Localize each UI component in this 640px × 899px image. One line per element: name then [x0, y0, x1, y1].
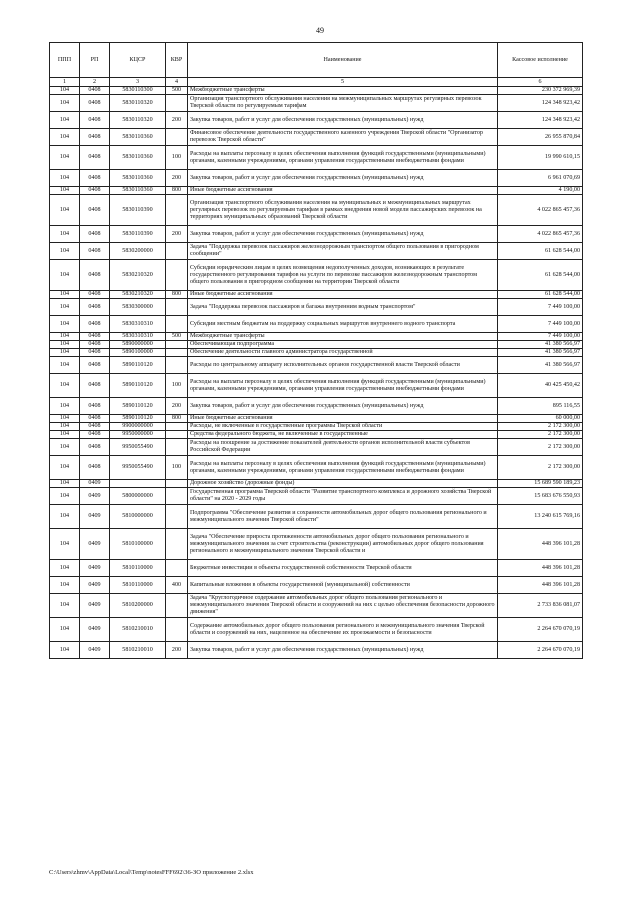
- cell-rp: 0408: [80, 112, 110, 129]
- cell-kvr: [166, 480, 188, 488]
- cell-rp: 0408: [80, 415, 110, 423]
- cell-amount: 13 240 615 769,16: [498, 505, 583, 529]
- table-row: [50, 112, 583, 129]
- cell-kcsr: 9950055490: [110, 439, 166, 456]
- cell-name: Обеспечение деятельности главного администратора государственной: [188, 349, 498, 357]
- cell-kvr: 200: [166, 642, 188, 659]
- cell-ppp: 104: [50, 316, 80, 333]
- cell-amount: 4 022 865 457,36: [498, 226, 583, 243]
- table-row: [50, 374, 583, 398]
- cell-kcsr: 5830110300: [110, 87, 166, 95]
- cell-ppp: 104: [50, 488, 80, 505]
- table-row: [50, 505, 583, 529]
- cell-kvr: [166, 439, 188, 456]
- cell-amount: 6 961 070,69: [498, 170, 583, 187]
- cell-kvr: 200: [166, 170, 188, 187]
- cell-name: Иные бюджетные ассигнования: [188, 187, 498, 195]
- table-body: [50, 87, 583, 659]
- cell-amount: 448 396 101,28: [498, 560, 583, 577]
- cell-name: Государственная программа Тверской области "Развитие транспортного комплекса и дорожного хозяйства Тверской области" на 2020 - 2029 годы: [188, 488, 498, 505]
- cell-amount: 61 628 544,00: [498, 260, 583, 291]
- cell-kvr: 500: [166, 87, 188, 95]
- cell-name: Задача "Поддержка перевозок пассажиров и багажа внутренним водным транспортом": [188, 299, 498, 316]
- cell-name: Обеспечивающая подпрограмма: [188, 341, 498, 349]
- cell-rp: 0408: [80, 341, 110, 349]
- cell-amount: 40 425 450,42: [498, 374, 583, 398]
- table-row: [50, 146, 583, 170]
- cell-ppp: 104: [50, 291, 80, 299]
- table-row: [50, 316, 583, 333]
- cell-rp: 0409: [80, 577, 110, 594]
- cell-name: Организация транспортного обслуживания населения на межмуниципальных маршрутах регулярных перевозок Тверской области по регулируемым тарифам: [188, 95, 498, 112]
- cell-kcsr: 5890110120: [110, 357, 166, 374]
- cell-name: Субсидии местным бюджетам на поддержку социальных маршрутов внутреннего водного транспорта: [188, 316, 498, 333]
- cell-amount: 26 955 870,84: [498, 129, 583, 146]
- cell-ppp: 104: [50, 299, 80, 316]
- cell-name: Бюджетные инвестиции в объекты государственной собственности Тверской области: [188, 560, 498, 577]
- cell-amount: 41 380 566,97: [498, 349, 583, 357]
- cell-rp: 0408: [80, 357, 110, 374]
- cell-amount: 15 689 590 189,23: [498, 480, 583, 488]
- column-number: 6: [498, 78, 583, 87]
- cell-amount: 4 022 865 457,36: [498, 195, 583, 226]
- table-row: [50, 415, 583, 423]
- header-ppp: ППП: [50, 43, 80, 78]
- cell-kcsr: 5890110120: [110, 374, 166, 398]
- cell-rp: 0408: [80, 398, 110, 415]
- cell-kcsr: 5830110360: [110, 146, 166, 170]
- cell-amount: 448 396 101,28: [498, 577, 583, 594]
- cell-kvr: [166, 560, 188, 577]
- cell-kvr: [166, 505, 188, 529]
- cell-kvr: 200: [166, 112, 188, 129]
- cell-name: Межбюджетные трансферты: [188, 87, 498, 95]
- cell-ppp: 104: [50, 456, 80, 480]
- cell-name: Закупка товаров, работ и услуг для обеспечения государственных (муниципальных) нужд: [188, 398, 498, 415]
- cell-name: Иные бюджетные ассигнования: [188, 291, 498, 299]
- cell-kvr: [166, 357, 188, 374]
- cell-kvr: [166, 341, 188, 349]
- cell-kcsr: 5830110320: [110, 112, 166, 129]
- table-row: [50, 95, 583, 112]
- cell-name: Межбюджетные трансферты: [188, 333, 498, 341]
- cell-kvr: 100: [166, 146, 188, 170]
- cell-kcsr: 5810210010: [110, 618, 166, 642]
- cell-amount: 2 172 300,00: [498, 431, 583, 439]
- cell-ppp: 104: [50, 357, 80, 374]
- cell-ppp: 104: [50, 112, 80, 129]
- cell-rp: 0408: [80, 291, 110, 299]
- cell-rp: 0408: [80, 95, 110, 112]
- cell-name: Задача "Поддержка перевозок пассажиров железнодорожным транспортом общего пользования в пригородном сообщении": [188, 243, 498, 260]
- table-row: [50, 560, 583, 577]
- cell-ppp: 104: [50, 577, 80, 594]
- table-row: [50, 456, 583, 480]
- cell-rp: 0408: [80, 87, 110, 95]
- cell-rp: 0408: [80, 349, 110, 357]
- column-number: 3: [110, 78, 166, 87]
- cell-kvr: 800: [166, 415, 188, 423]
- cell-rp: 0409: [80, 560, 110, 577]
- cell-rp: 0408: [80, 226, 110, 243]
- cell-rp: 0408: [80, 439, 110, 456]
- cell-name: Закупка товаров, работ и услуг для обеспечения государственных (муниципальных) нужд: [188, 170, 498, 187]
- cell-amount: 230 372 969,39: [498, 87, 583, 95]
- header-row: [50, 43, 583, 78]
- cell-amount: 7 449 100,00: [498, 333, 583, 341]
- cell-ppp: 104: [50, 129, 80, 146]
- cell-ppp: 104: [50, 195, 80, 226]
- cell-amount: 4 190,00: [498, 187, 583, 195]
- cell-ppp: 104: [50, 187, 80, 195]
- cell-kcsr: 5810100000: [110, 529, 166, 560]
- cell-ppp: 104: [50, 415, 80, 423]
- cell-kvr: 800: [166, 187, 188, 195]
- cell-kcsr: 5830110360: [110, 170, 166, 187]
- cell-rp: 0408: [80, 129, 110, 146]
- cell-rp: 0409: [80, 505, 110, 529]
- cell-rp: 0408: [80, 299, 110, 316]
- cell-rp: 0408: [80, 260, 110, 291]
- cell-name: Капитальные вложения в объекты государственной (муниципальной) собственности: [188, 577, 498, 594]
- cell-kcsr: 5830310310: [110, 316, 166, 333]
- table-row: [50, 439, 583, 456]
- cell-kcsr: 5810110000: [110, 577, 166, 594]
- cell-kvr: [166, 431, 188, 439]
- table-row: [50, 529, 583, 560]
- cell-rp: 0408: [80, 170, 110, 187]
- cell-kcsr: 5810000000: [110, 505, 166, 529]
- cell-kcsr: 9900000000: [110, 423, 166, 431]
- cell-kcsr: 9950000000: [110, 431, 166, 439]
- cell-name: Расходы на выплаты персоналу в целях обеспечения выполнения функций государственными (муниципальными) органами, казенными учреждениями, органами управления государственными внебюджетными фондами: [188, 374, 498, 398]
- cell-name: Средства федерального бюджета, не включенные в государственные: [188, 431, 498, 439]
- file-path-footer: C:\Users\zhmv\AppData\Local\Temp\notesFFF692\36-ЗО приложение 2.xlsx: [49, 869, 254, 876]
- table-row: [50, 349, 583, 357]
- cell-ppp: 104: [50, 480, 80, 488]
- cell-rp: 0409: [80, 618, 110, 642]
- cell-kcsr: 5810200000: [110, 594, 166, 618]
- cell-ppp: 104: [50, 642, 80, 659]
- cell-amount: 2 733 836 081,07: [498, 594, 583, 618]
- table-row: [50, 357, 583, 374]
- cell-kvr: [166, 488, 188, 505]
- cell-ppp: 104: [50, 439, 80, 456]
- cell-rp: 0409: [80, 642, 110, 659]
- cell-amount: 2 172 300,00: [498, 423, 583, 431]
- cell-kcsr: 5890110120: [110, 415, 166, 423]
- cell-kvr: [166, 299, 188, 316]
- table-row: [50, 187, 583, 195]
- cell-amount: 41 380 566,97: [498, 357, 583, 374]
- cell-kvr: 100: [166, 456, 188, 480]
- cell-rp: 0408: [80, 316, 110, 333]
- cell-rp: 0409: [80, 488, 110, 505]
- cell-name: Финансовое обеспечение деятельности государственного казенного учреждения Тверской области "Организатор перевозок Тверской области": [188, 129, 498, 146]
- cell-name: Содержание автомобильных дорог общего пользования регионального и межмуниципального значения Тверской области и сооружений на них, нацеленное на обеспечение их проезжаемости и безопасности: [188, 618, 498, 642]
- cell-kvr: [166, 594, 188, 618]
- cell-ppp: 104: [50, 529, 80, 560]
- table-row: [50, 488, 583, 505]
- cell-name: Субсидии юридическим лицам в целях возмещения недополученных доходов, возникающих в результате государственного регулирования тарифов на услуги по перевозке пассажиров железнодорожным транспортом общего пользования в пригородном сообщении на территории Тверской области: [188, 260, 498, 291]
- cell-rp: 0408: [80, 243, 110, 260]
- cell-kcsr: 5810110000: [110, 560, 166, 577]
- cell-kvr: [166, 349, 188, 357]
- cell-name: Задача "Обеспечение прироста протяженности автомобильных дорог общего пользования регионального и межмуниципального значения за счет строительства (реконструкции) автомобильных дорог общего пользования регионального и межмуниципального значения Тверской области и: [188, 529, 498, 560]
- cell-name: Закупка товаров, работ и услуг для обеспечения государственных (муниципальных) нужд: [188, 226, 498, 243]
- cell-kcsr: [110, 480, 166, 488]
- cell-name: Задача "Круглогодичное содержание автомобильных дорог общего пользования регионального и межмуниципального значения Тверской области и сооружений на них с целью обеспечения безопасности дорожного движения": [188, 594, 498, 618]
- cell-kcsr: 5890100000: [110, 349, 166, 357]
- cell-amount: 2 172 300,00: [498, 456, 583, 480]
- cell-ppp: 104: [50, 260, 80, 291]
- cell-kcsr: 5830210320: [110, 260, 166, 291]
- cell-kvr: 800: [166, 291, 188, 299]
- cell-amount: 124 348 923,42: [498, 112, 583, 129]
- cell-kcsr: 5830110390: [110, 226, 166, 243]
- table-row: [50, 480, 583, 488]
- cell-ppp: 104: [50, 505, 80, 529]
- cell-kcsr: 5890000000: [110, 341, 166, 349]
- cell-rp: 0408: [80, 431, 110, 439]
- cell-kvr: 100: [166, 374, 188, 398]
- cell-kvr: [166, 423, 188, 431]
- cell-ppp: 104: [50, 243, 80, 260]
- cell-kcsr: 5830210320: [110, 291, 166, 299]
- cell-kcsr: 5810210010: [110, 642, 166, 659]
- cell-ppp: 104: [50, 398, 80, 415]
- cell-kvr: 500: [166, 333, 188, 341]
- cell-kvr: [166, 529, 188, 560]
- cell-kcsr: 5890110120: [110, 398, 166, 415]
- table-row: [50, 594, 583, 618]
- cell-kcsr: 5830110360: [110, 187, 166, 195]
- cell-ppp: 104: [50, 349, 80, 357]
- cell-kvr: [166, 195, 188, 226]
- cell-ppp: 104: [50, 374, 80, 398]
- cell-name: Закупка товаров, работ и услуг для обеспечения государственных (муниципальных) нужд: [188, 112, 498, 129]
- cell-kvr: [166, 243, 188, 260]
- cell-amount: 61 628 544,00: [498, 243, 583, 260]
- cell-ppp: 104: [50, 170, 80, 187]
- cell-kcsr: 5830110390: [110, 195, 166, 226]
- cell-rp: 0409: [80, 529, 110, 560]
- column-number: 1: [50, 78, 80, 87]
- table-row: [50, 170, 583, 187]
- table-row: [50, 243, 583, 260]
- cell-kvr: [166, 95, 188, 112]
- cell-amount: 19 990 610,15: [498, 146, 583, 170]
- cell-rp: 0409: [80, 594, 110, 618]
- cell-ppp: 104: [50, 594, 80, 618]
- cell-rp: 0408: [80, 195, 110, 226]
- cell-ppp: 104: [50, 560, 80, 577]
- table-row: [50, 398, 583, 415]
- budget-table: [49, 42, 583, 659]
- table-row: [50, 291, 583, 299]
- cell-name: Организация транспортного обслуживания населения на муниципальных и межмуниципальных маршрутах регулярных перевозок по регулируемым тарифам в рамках внедрения новой модели пассажирских перевозок на территориях муниципальных образований Тверской области: [188, 195, 498, 226]
- table-row: [50, 195, 583, 226]
- column-number-row: [50, 78, 583, 87]
- header-name: Наименование: [188, 43, 498, 78]
- cell-name: Иные бюджетные ассигнования: [188, 415, 498, 423]
- table-row: [50, 341, 583, 349]
- header-kvr: КВР: [166, 43, 188, 78]
- table-row: [50, 577, 583, 594]
- cell-name: Расходы на выплаты персоналу в целях обеспечения выполнения функций государственными (муниципальными) органами, казенными учреждениями, органами управления государственными внебюджетными фондами: [188, 456, 498, 480]
- cell-ppp: 104: [50, 341, 80, 349]
- cell-ppp: 104: [50, 87, 80, 95]
- header-kcsr: КЦСР: [110, 43, 166, 78]
- cell-name: Подпрограмма "Обеспечение развития и сохранности автомобильных дорог общего пользования регионального и межмуниципального значения Тверской области": [188, 505, 498, 529]
- cell-amount: 2 264 670 070,19: [498, 642, 583, 659]
- cell-ppp: 104: [50, 226, 80, 243]
- cell-kvr: [166, 618, 188, 642]
- column-number: 5: [188, 78, 498, 87]
- cell-amount: 41 380 566,97: [498, 341, 583, 349]
- table-row: [50, 87, 583, 95]
- cell-name: Закупка товаров, работ и услуг для обеспечения государственных (муниципальных) нужд: [188, 642, 498, 659]
- table-row: [50, 423, 583, 431]
- cell-amount: 448 396 101,28: [498, 529, 583, 560]
- header-rp: РП: [80, 43, 110, 78]
- cell-ppp: 104: [50, 618, 80, 642]
- cell-amount: 61 628 544,00: [498, 291, 583, 299]
- cell-name: Расходы на поощрение за достижение показателей деятельности органов исполнительной власти субъектов Российской Федерации: [188, 439, 498, 456]
- header-amount: Кассовое исполнение: [498, 43, 583, 78]
- cell-kvr: [166, 316, 188, 333]
- cell-kvr: 200: [166, 398, 188, 415]
- table-row: [50, 642, 583, 659]
- cell-kcsr: 5830110360: [110, 129, 166, 146]
- cell-amount: 895 116,55: [498, 398, 583, 415]
- table-row: [50, 129, 583, 146]
- table-row: [50, 260, 583, 291]
- cell-kvr: [166, 260, 188, 291]
- cell-rp: 0408: [80, 146, 110, 170]
- cell-kvr: 400: [166, 577, 188, 594]
- page-number: 49: [316, 26, 324, 35]
- cell-amount: 7 449 100,00: [498, 316, 583, 333]
- cell-amount: 15 683 676 550,93: [498, 488, 583, 505]
- cell-rp: 0409: [80, 480, 110, 488]
- cell-rp: 0408: [80, 187, 110, 195]
- cell-kcsr: 5830300000: [110, 299, 166, 316]
- cell-rp: 0408: [80, 456, 110, 480]
- cell-kvr: [166, 129, 188, 146]
- cell-amount: 2 172 300,00: [498, 439, 583, 456]
- cell-name: Расходы по центральному аппарату исполнительных органов государственной власти Тверской области: [188, 357, 498, 374]
- cell-name: Расходы, не включенные в государственные программы Тверской области: [188, 423, 498, 431]
- cell-amount: 2 264 670 070,19: [498, 618, 583, 642]
- cell-rp: 0408: [80, 333, 110, 341]
- table-row: [50, 333, 583, 341]
- cell-kcsr: 9950055490: [110, 456, 166, 480]
- cell-ppp: 104: [50, 423, 80, 431]
- table-row: [50, 431, 583, 439]
- cell-ppp: 104: [50, 146, 80, 170]
- cell-ppp: 104: [50, 333, 80, 341]
- cell-kcsr: 5830110320: [110, 95, 166, 112]
- table-row: [50, 299, 583, 316]
- cell-name: Дорожное хозяйство (дорожные фонды): [188, 480, 498, 488]
- table-row: [50, 618, 583, 642]
- column-number: 2: [80, 78, 110, 87]
- cell-kcsr: 5830310310: [110, 333, 166, 341]
- cell-ppp: 104: [50, 431, 80, 439]
- cell-amount: 60 000,00: [498, 415, 583, 423]
- cell-kvr: 200: [166, 226, 188, 243]
- cell-amount: 124 348 923,42: [498, 95, 583, 112]
- cell-rp: 0408: [80, 374, 110, 398]
- cell-amount: 7 449 100,00: [498, 299, 583, 316]
- column-number: 4: [166, 78, 188, 87]
- cell-kcsr: 5830200000: [110, 243, 166, 260]
- cell-kcsr: 5800000000: [110, 488, 166, 505]
- table-row: [50, 226, 583, 243]
- cell-rp: 0408: [80, 423, 110, 431]
- cell-name: Расходы на выплаты персоналу в целях обеспечения выполнения функций государственными (муниципальными) органами, казенными учреждениями, органами управления государственными внебюджетными фондами: [188, 146, 498, 170]
- cell-ppp: 104: [50, 95, 80, 112]
